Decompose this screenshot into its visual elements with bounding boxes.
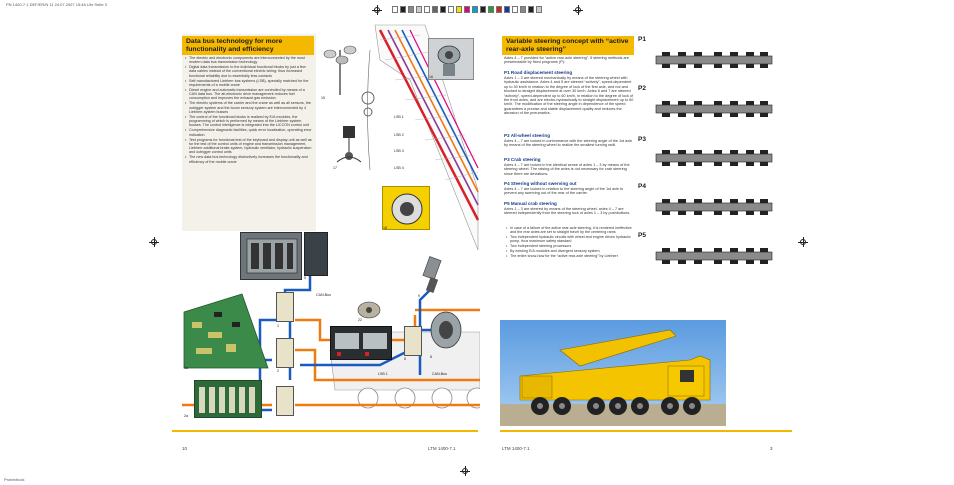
- steering-plan-p3: [652, 148, 776, 168]
- registration-mark-top-right: [573, 5, 583, 15]
- program-p2-text: Axles 4 – 7 are locked in conformance with the steering angle of the 1st axle by means of the steering wheel to realize the smallest turning radii.: [504, 139, 633, 148]
- data-bus-bullet-list: [185, 56, 313, 164]
- steering-title-line-1: Variable steering concept with “active: [506, 38, 629, 45]
- photo-number-8: 8: [430, 355, 432, 359]
- steering-plan-p1: [652, 50, 776, 70]
- photo-number-17: 17: [333, 166, 337, 170]
- program-label-p4: P4: [638, 183, 646, 190]
- program-p5-heading: P5 Manual crab steering: [504, 201, 557, 206]
- lsb1-label: LSB 1: [394, 115, 404, 119]
- program-label-p2: P2: [638, 85, 646, 92]
- left-page-number: 10: [182, 446, 188, 451]
- anemometer-photo: [320, 40, 360, 98]
- program-p3-text: Axles 4 – 7 are locked in the identical sense of axles 1 – 3 by means of the steering wheel. The raising of the axles is not necessary for crab steering since there are deviations.: [504, 163, 630, 176]
- photo-number-15: 15: [321, 96, 325, 100]
- registration-mark-left: [149, 237, 159, 247]
- program-p1-text: Axles 1 – 3 are steered mechanically by means of the steering wheel with hydraulic assistance. Axles 4 and 5 are steered “actively”, speed-dependent up to 30 km/h in relation to the degree of lock of the first axle, and not and blocked to straight displacement at over 30 km/h. Axles 6 and 7 are steered “actively”, speed-dependent up to 60 km/h, in relation to the degree of lock of the front axles, and are electro-hydraulically to straight displacement up to 60 km/h. The modification of the steering angle in dependence of the speed guarantees a precise and stable displacement quality and reduces the abrasion of the pneumatics.: [504, 76, 634, 116]
- ea-module-3: [276, 386, 294, 416]
- proof-note: Probedruck: [4, 477, 25, 482]
- list-item: • Two independent steering processors: [506, 244, 634, 248]
- list-item: • In case of a failure of the active rear-axle steering, it is rendered ineffective and the rear axles are set to straight travel by the centering rams: [506, 226, 634, 235]
- program-p1-heading: P1 Road displacement steering: [504, 70, 573, 75]
- io-board-photo: [194, 380, 262, 418]
- photo-number-2: 2: [277, 369, 279, 373]
- data-bus-title-line-2: functionality and efficiency: [186, 45, 274, 53]
- photo-number-5: 5: [304, 276, 306, 280]
- list-item: • Diesel engine and automatic transmission are controlled by means of a CAN data bus. The all-electronic drive management reduces fuel consumption and improves the exhaust gas emission: [185, 88, 313, 101]
- steering-plan-p5: [652, 246, 776, 266]
- lsb1-bottom-label: LSB 1: [378, 372, 388, 376]
- program-label-p3: P3: [638, 136, 646, 143]
- footer-rule-left: [172, 430, 478, 432]
- slewing-ring-photo: [428, 306, 464, 356]
- list-item: • Two independent hydraulic circuits with wheel and engine driven hydraulic pump, thus maximum safety standard: [506, 235, 634, 244]
- print-slug-line: PN 1400-7.1 DEF/ER/N 11 24.07.2007 15:48 Uhr Seite 3: [6, 2, 107, 7]
- data-bus-section-title: [182, 36, 314, 55]
- lsb3-label: LSB 3: [394, 149, 404, 153]
- color-calibration-bar: [392, 6, 542, 13]
- list-item: • Comprehensive diagnostic facilities, quick error localization, operating error indication: [185, 128, 313, 137]
- ea-module-5: [404, 326, 422, 356]
- program-p4-heading: P4 Steering without swerving out: [504, 181, 577, 186]
- list-item: • The control of the functional blocks is realized by E/A modules, the programming of which is performed by means of the Liebherr system busses. The control intelligence is integrated into the LICCON control unit: [185, 115, 313, 128]
- display-unit-photo: [330, 326, 392, 360]
- electronics-cabinet-photo: [240, 232, 302, 280]
- registration-mark-top: [372, 5, 382, 15]
- photo-number-23: 23: [332, 357, 336, 361]
- left-model-code: LTM 1400-7.1: [428, 446, 456, 451]
- registration-mark-right: [798, 237, 808, 247]
- module-box-photo: [304, 232, 328, 276]
- slewing-sensor-photo: [356, 300, 382, 320]
- circuit-board-photo: [182, 292, 270, 370]
- photo-number-9: 9: [418, 294, 420, 298]
- right-page-number: 3: [770, 446, 773, 451]
- steering-plan-p4: [652, 197, 776, 217]
- photo-number-6: 6: [404, 357, 406, 361]
- list-item: • Digital data transmission to the individual functional blocks by just a few data cables instead of the conventional electric wiring: thus increased functional reliability due to essentially less contacts: [185, 65, 313, 78]
- pressure-sensor-photo: [410, 254, 454, 298]
- program-p3-heading: P3 Crab steering: [504, 157, 541, 162]
- right-model-code: LTM 1400-7.1: [502, 446, 530, 451]
- photo-number-1a: 1a: [184, 366, 188, 370]
- ea-module-1: [276, 292, 294, 322]
- steering-title-line-2: rear-axle steering”: [506, 45, 567, 53]
- cable-drum-photo: [382, 186, 430, 230]
- data-bus-title-line-1: Data bus technology for more: [186, 38, 283, 45]
- list-item: • The entire know-how for the “active rear-axle steering” by Liebherr: [506, 254, 634, 258]
- program-p5-text: Axles 1 – 3 are steered by means of the steering wheel, axles 4 – 7 are steered independently from the steering lock of axles 1 – 3 by pushbuttons.: [504, 207, 631, 216]
- list-item: • The new data bus technology distinctively increases the functionality and efficiency of the mobile crane: [185, 155, 313, 164]
- program-label-p5: P5: [638, 232, 646, 239]
- photo-number-16: 16: [429, 75, 433, 79]
- footer-rule-right: [500, 430, 792, 432]
- ea-module-2: [276, 338, 294, 368]
- lsb2-label: LSB 2: [394, 133, 404, 137]
- program-label-p1: P1: [638, 36, 646, 43]
- hoist-limit-switch-photo: [333, 122, 365, 170]
- can-bus-label-lower: CAN-Bus: [432, 372, 447, 376]
- list-item: • By existing E/A modules and divergent sensory system: [506, 249, 634, 253]
- photo-number-22: 22: [358, 318, 362, 322]
- program-p2-heading: P2 All-wheel steering: [504, 133, 551, 138]
- mobile-crane-photo: [500, 320, 726, 426]
- list-item: • The electric and electronic components are interconnected by the most modern data bus transmission technology: [185, 56, 313, 65]
- registration-mark-bottom: [460, 466, 470, 476]
- photo-number-18: 18: [383, 226, 387, 230]
- steering-intro: Axles 4 – 7 provided for “active rear-axle steering”. 5 steering methods are preselectable by fixed programs (P):: [504, 56, 629, 65]
- lsb4-label: LSB 4: [394, 166, 404, 170]
- angle-sensor-photo: [428, 38, 474, 80]
- list-item: • Self-manufactured Liebherr bus systems (LSB), specially matched for the requirements of a mobile crane: [185, 79, 313, 88]
- list-item: • The electric systems of the carrier and the crane as well as all sensors, the outrigger system and the boom sensory system are interconnected by 4 Liebherr-system busses: [185, 101, 313, 114]
- program-p4-text: Axles 4 – 7 are locked in relation to the steering angle of the 1st axle to prevent any swerving out of the rear of the carrier.: [504, 187, 624, 196]
- photo-number-1: 1: [277, 324, 279, 328]
- can-bus-label-upper: CAN-Bus: [316, 293, 331, 297]
- steering-plan-p2: [652, 99, 776, 119]
- photo-number-2a: 2a: [184, 414, 188, 418]
- steering-bullet-list: [506, 226, 634, 259]
- list-item: • Test programs for functional test of the keyboard and display unit as well as for the test of the control units of engine and transmission management, Liebherr additional brake system, hydraulic ventilator, hydraulic suspension and outrigger control units: [185, 138, 313, 155]
- steering-section-title: [502, 36, 634, 55]
